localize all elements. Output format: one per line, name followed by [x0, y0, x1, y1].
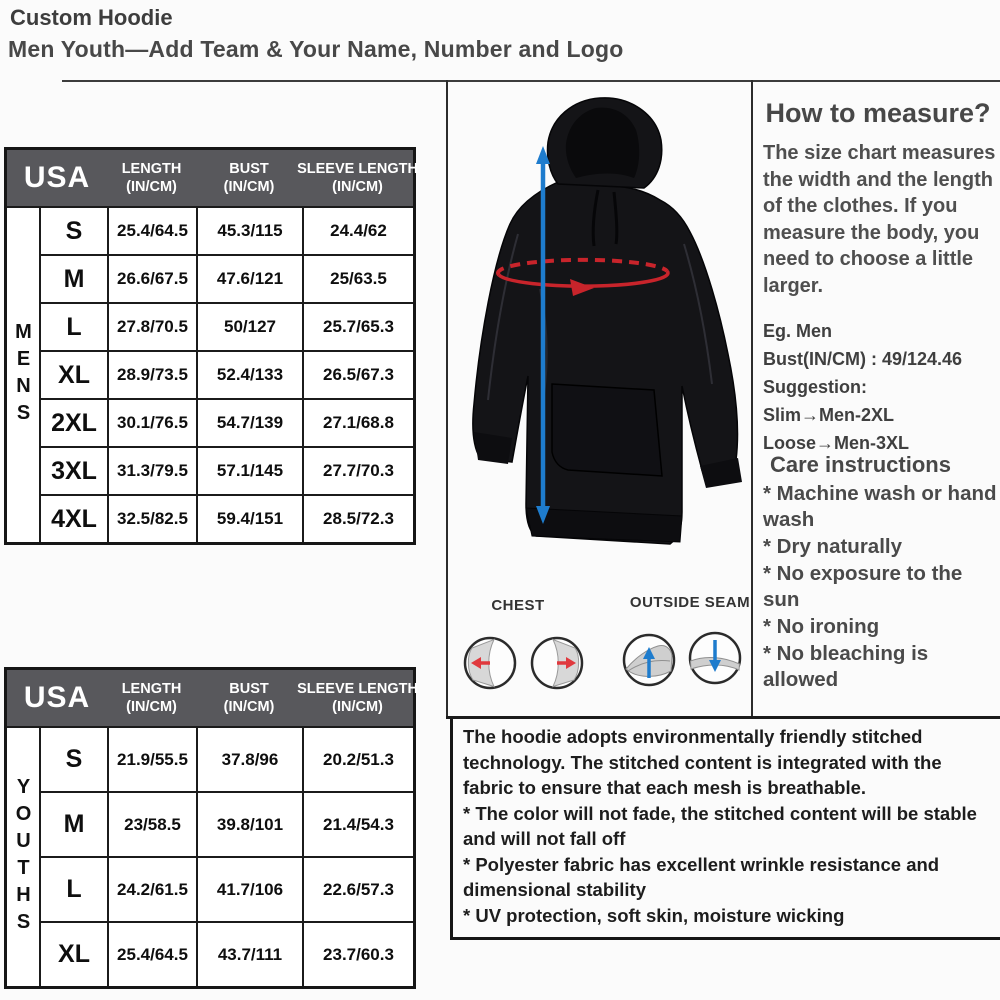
- sleeve-cell: 27.1/68.8: [302, 398, 413, 446]
- sleeve-cell: 25.7/65.3: [302, 302, 413, 350]
- bust-cell: 54.7/139: [196, 398, 302, 446]
- size-cell: L: [41, 856, 107, 921]
- column-header-usa: USA: [7, 150, 107, 206]
- length-cell: 23/58.5: [107, 791, 196, 856]
- size-cell: S: [41, 726, 107, 791]
- bust-cell: 41.7/106: [196, 856, 302, 921]
- column-header-sleeve-length: SLEEVE LENGTH (IN/CM): [302, 670, 413, 726]
- fabric-paragraph: * Polyester fabric has excellent wrinkle resistance and dimensional stability: [463, 853, 940, 901]
- youths-size-table: [4, 667, 416, 989]
- bust-cell: 45.3/115: [196, 206, 302, 254]
- length-cell: 31.3/79.5: [107, 446, 196, 494]
- sleeve-cell: 27.7/70.3: [302, 446, 413, 494]
- size-cell: M: [41, 791, 107, 856]
- bust-cell: 57.1/145: [196, 446, 302, 494]
- how-to-measure-heading: How to measure?: [765, 98, 991, 128]
- example-line: Slim→Men-2XL: [763, 404, 895, 425]
- example-line: Loose→Men-3XL: [763, 432, 910, 453]
- length-cell: 28.9/73.5: [107, 350, 196, 398]
- example-line: Bust(IN/CM) : 49/124.46: [763, 348, 963, 369]
- bust-cell: 52.4/133: [196, 350, 302, 398]
- sleeve-cell: 21.4/54.3: [302, 791, 413, 856]
- size-cell: 4XL: [41, 494, 107, 542]
- column-header-bust: BUST (IN/CM): [196, 670, 302, 726]
- length-cell: 26.6/67.5: [107, 254, 196, 302]
- care-item: * No ironing: [763, 615, 880, 639]
- mens-group-label: MENS: [7, 206, 41, 542]
- page-subtitle: Men Youth—Add Team & Your Name, Number and Logo: [8, 36, 624, 62]
- bust-cell: 47.6/121: [196, 254, 302, 302]
- size-cell: M: [41, 254, 107, 302]
- bust-cell: 43.7/111: [196, 921, 302, 986]
- hoodie-product-image: [448, 84, 750, 584]
- care-instructions-list: [763, 481, 999, 694]
- youths-group-label: YOUTHS: [7, 726, 41, 986]
- column-header-usa: USA: [7, 670, 107, 726]
- fabric-paragraph: * The color will not fade, the stitched content will be stable and will not fall off: [463, 802, 977, 850]
- outside-seam-arrow-down-icon: [688, 631, 742, 685]
- outside-seam-arrow-up-icon: [622, 633, 676, 687]
- chest-label: CHEST: [491, 597, 545, 614]
- size-cell: L: [41, 302, 107, 350]
- care-item: * Dry naturally: [763, 535, 902, 559]
- hoodie-body: [473, 182, 738, 544]
- fabric-paragraph: The hoodie adopts environmentally friendly stitched technology. The stitched content is integrated with the fabric to ensure that each mesh is breathable.: [463, 726, 942, 799]
- sleeve-cell: 22.6/57.3: [302, 856, 413, 921]
- sleeve-cell: 25/63.5: [302, 254, 413, 302]
- length-cell: 21.9/55.5: [107, 726, 196, 791]
- bust-cell: 50/127: [196, 302, 302, 350]
- column-header-length: LENGTH (IN/CM): [107, 670, 196, 726]
- bust-cell: 39.8/101: [196, 791, 302, 856]
- hoodie-illustration: [448, 84, 750, 584]
- size-cell: 3XL: [41, 446, 107, 494]
- column-header-sleeve-length: SLEEVE LENGTH (IN/CM): [302, 150, 413, 206]
- size-cell: XL: [41, 921, 107, 986]
- column-header-bust: BUST (IN/CM): [196, 150, 302, 206]
- size-cell: XL: [41, 350, 107, 398]
- example-line: Eg. Men: [763, 321, 833, 341]
- sizing-example: [763, 318, 997, 457]
- length-cell: 25.4/64.5: [107, 206, 196, 254]
- care-item: * No exposure to the sun: [763, 562, 963, 612]
- page-title: Custom Hoodie: [10, 5, 173, 30]
- fabric-paragraph: * UV protection, soft skin, moisture wicking: [463, 904, 845, 926]
- measure-panel-left-border: [751, 80, 753, 718]
- length-cell: 27.8/70.5: [107, 302, 196, 350]
- sleeve-cell: 24.4/62: [302, 206, 413, 254]
- bust-cell: 59.4/151: [196, 494, 302, 542]
- outside-seam-label: OUTSIDE SEAM: [629, 594, 751, 611]
- sleeve-cell: 20.2/51.3: [302, 726, 413, 791]
- how-to-measure-body: The size chart measures the width and the length of the clothes. If you measure the body, you need to choose a little larger.: [763, 142, 996, 297]
- size-cell: 2XL: [41, 398, 107, 446]
- length-cell: 25.4/64.5: [107, 921, 196, 986]
- example-line: Suggestion:: [763, 376, 867, 397]
- column-header-length: LENGTH (IN/CM): [107, 150, 196, 206]
- care-item: * Machine wash or hand wash: [763, 482, 997, 532]
- sleeve-cell: 28.5/72.3: [302, 494, 413, 542]
- care-item: * No bleaching is allowed: [763, 642, 929, 692]
- sleeve-cell: 26.5/67.3: [302, 350, 413, 398]
- size-cell: S: [41, 206, 107, 254]
- kangaroo-pocket: [552, 384, 662, 476]
- sleeve-cell: 23.7/60.3: [302, 921, 413, 986]
- length-cell: 30.1/76.5: [107, 398, 196, 446]
- mens-size-table: [4, 147, 416, 545]
- length-cell: 24.2/61.5: [107, 856, 196, 921]
- length-cell: 32.5/82.5: [107, 494, 196, 542]
- care-instructions-heading: Care instructions: [770, 452, 951, 477]
- chest-arrow-right-icon: [530, 636, 584, 690]
- fabric-description-box: [450, 719, 1000, 940]
- top-divider: [62, 80, 1000, 82]
- chest-arrow-left-icon: [463, 636, 517, 690]
- bust-cell: 37.8/96: [196, 726, 302, 791]
